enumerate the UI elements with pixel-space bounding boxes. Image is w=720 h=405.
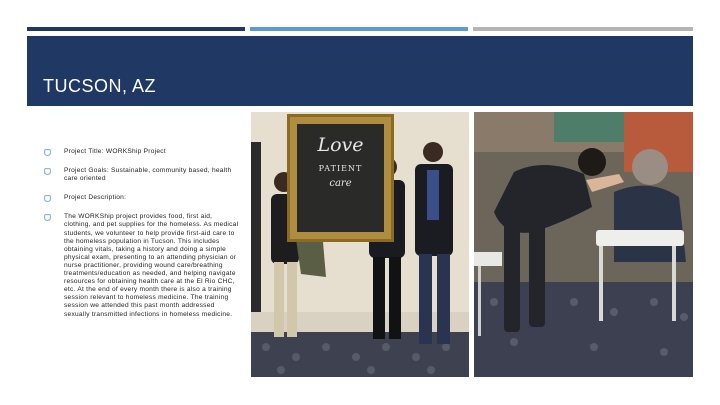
bullet-item bbox=[44, 148, 240, 156]
patient-exam-scene bbox=[474, 112, 693, 377]
bullet-icon bbox=[44, 214, 51, 221]
top-accent-bar-blue bbox=[250, 27, 468, 31]
top-accent-bar-navy bbox=[27, 27, 245, 31]
bullet-text: The WORKShip project provides food, first aid, clothing, and pet supplies for the homeless. As medical students, we volunteer to help provide first-aid care to the homeless population in Tucson. This includes obtaining vitals, taking a history and doing a simple physical exam, presenting to an attending physician or nurse practitioner, providing wound care/breathing treatments/education as needed, and helping navigate resources for obtaining health care at the El Rio CHC, etc. At the end of every month there is also a training session relevant to homeless medicine. The training session we attended this past month addressed sexually transmitted infections in homeless medicine. bbox=[64, 213, 239, 318]
chalkboard bbox=[297, 124, 384, 232]
chalkboard-frame bbox=[287, 114, 394, 242]
bullet-item bbox=[44, 167, 240, 183]
patient-exam-photo bbox=[474, 112, 693, 377]
bullet-text: Project Goals: Sustainable, community based, health care oriented bbox=[64, 167, 232, 183]
slide-title: TUCSON, AZ bbox=[43, 76, 157, 96]
title-band bbox=[27, 36, 693, 106]
chalkboard-text: care bbox=[329, 178, 352, 189]
bullet-icon bbox=[44, 195, 51, 202]
bullet-text: Project Description: bbox=[64, 194, 127, 202]
bullet-icon bbox=[44, 168, 51, 175]
bullet-item bbox=[44, 213, 240, 318]
top-accent-bar-gray bbox=[473, 27, 693, 31]
bullet-list bbox=[44, 148, 240, 330]
bullet-text: Project Title: WORKShip Project bbox=[64, 148, 166, 155]
bullet-item bbox=[44, 194, 240, 202]
bullet-icon bbox=[44, 149, 51, 156]
chalkboard-text: PATIENT bbox=[318, 164, 363, 173]
group-photo bbox=[251, 112, 469, 377]
chalkboard-text: Love bbox=[317, 134, 364, 156]
